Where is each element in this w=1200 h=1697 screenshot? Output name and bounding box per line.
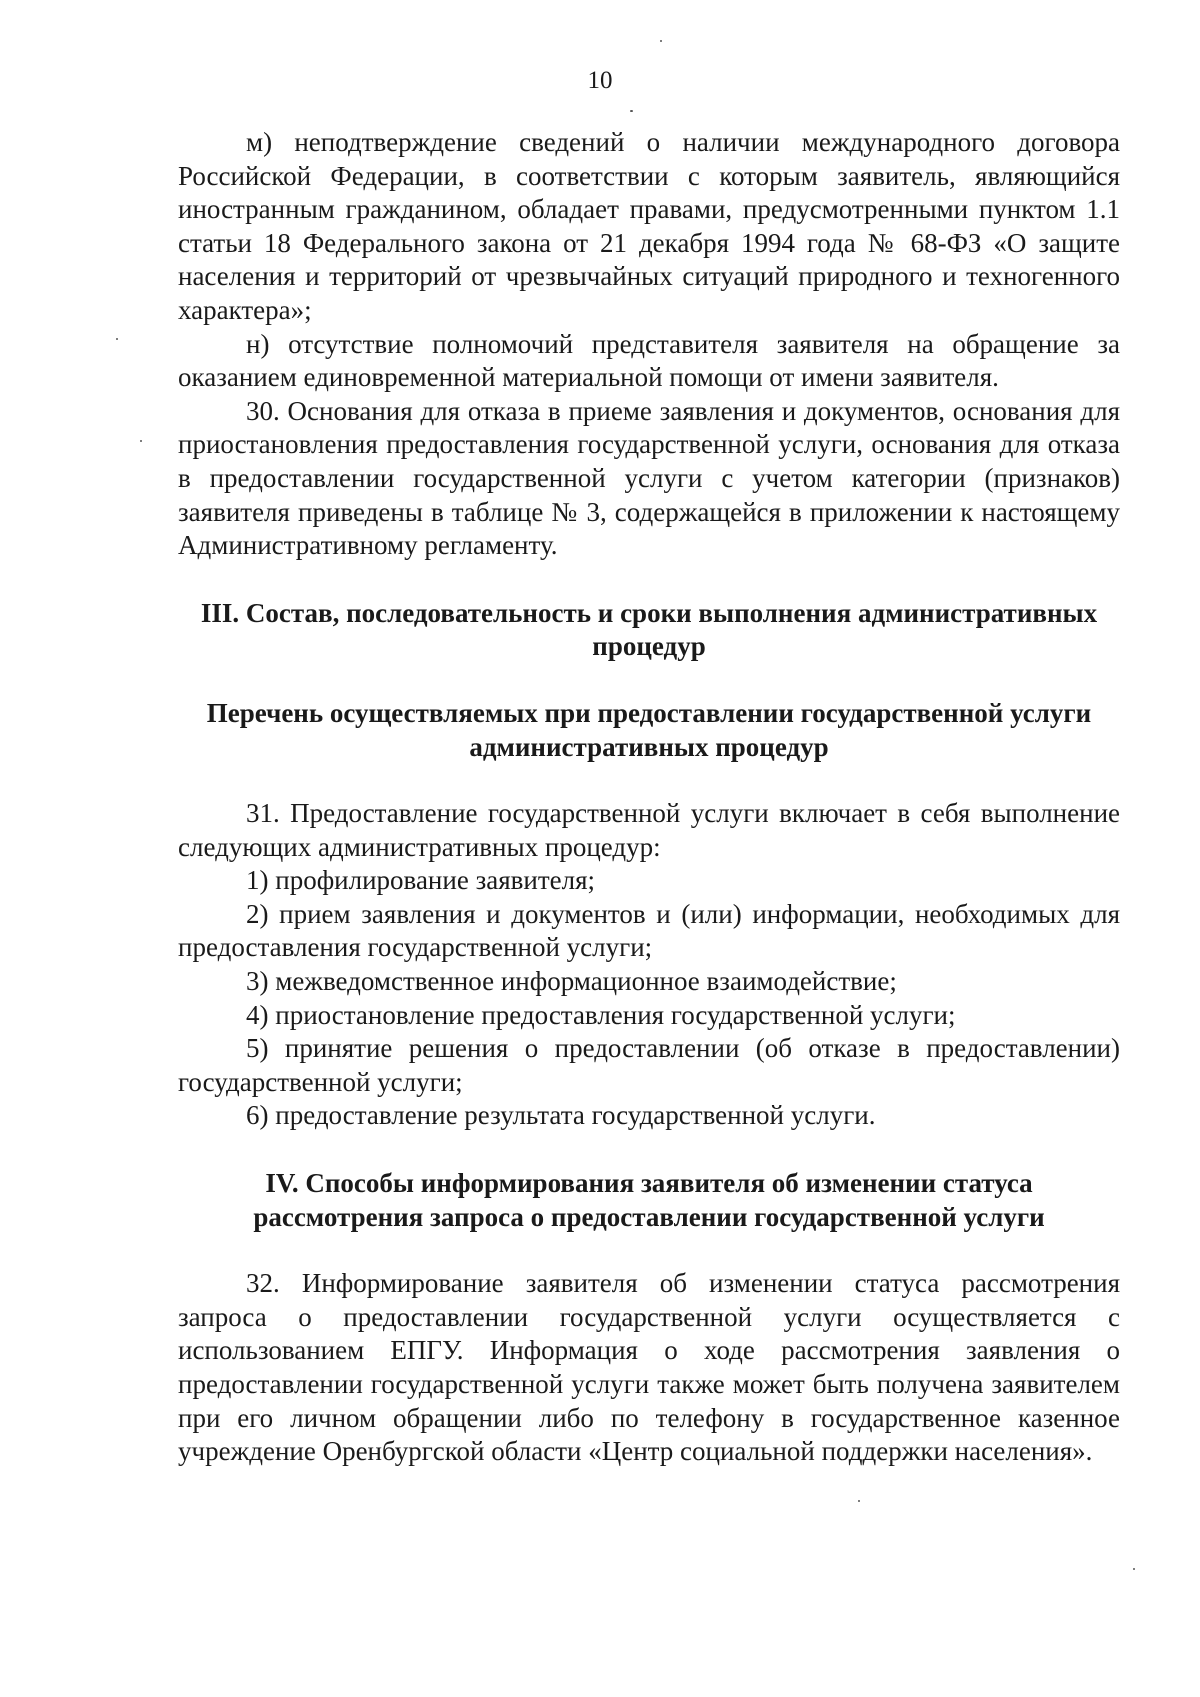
list-item: 6) предоставление результата государственной услуги. [246,1100,876,1131]
paragraph-31: 31. Предоставление государственной услуги включает в себя выполнение следующих административных процедур: [178,798,1120,862]
scan-speck [1133,1568,1135,1570]
paragraph-n: н) отсутствие полномочий представителя заявителя на обращение за оказанием единовременной материальной помощи от имени заявителя. [178,328,1120,393]
paragraph-m: м) неподтверждение сведений о наличии международного договора Российской Федерации, в соответствии с которым заявитель, являющийся иностранным гражданином, обладает правами, предусмотренными пунктом 1.1 статьи 18 Федерального закона от 21 декабря 1994 года № 68-ФЗ «О защите населения и территорий от чрезвычайных ситуаций природного и техногенного характера»; [178,127,1120,325]
list-item: 2) прием заявления и документов и (или) информации, необходимых для предоставления государственной услуги; [178,898,1120,963]
scan-speck [116,338,118,340]
list-item: 4) приостановление предоставления государственной услуги; [246,999,956,1030]
paragraph-32: 32. Информирование заявителя об изменении статуса рассмотрения запроса о предоставлении государственной услуги осуществляется с использованием ЕПГУ. Информация о ходе рассмотрения заявления о предоставлении государственной услуги также может быть получена заявителем при его личном обращении либо по телефону в государственное казенное учреждение Оренбургской области «Центр социальной поддержки населения». [178,1268,1120,1467]
scan-speck [140,440,142,442]
paragraph-30: 30. Основания для отказа в приеме заявления и документов, основания для приостановления предоставления государственной услуги, основания для отказа в предоставлении государственной услуги с учетом категории (признаков) заявителя приведены в таблице № 3, содержащейся в приложении к настоящему Административному регламенту. [178,395,1120,561]
list-item: 3) межведомственное информационное взаимодействие; [246,966,897,997]
list-item: 5) принятие решения о предоставлении (об отказе в предоставлении) государственной услуги; [178,1033,1120,1097]
page-number: 10 [587,67,613,94]
scan-speck [630,110,633,112]
page-content [178,126,1120,1469]
section-4-heading: IV. Способы информирования заявителя об изменении статуса рассмотрения запроса о предоставлении государственной услуги [253,1168,1045,1232]
scan-speck [660,40,662,42]
subsection-heading: Перечень осуществляемых при предоставлении государственной услуги административных процедур [206,697,1092,762]
section-3-heading: III. Состав, последовательность и сроки выполнения административных процедур [200,597,1098,662]
scan-speck [858,1500,860,1502]
list-item: 1) профилирование заявителя; [246,865,596,896]
